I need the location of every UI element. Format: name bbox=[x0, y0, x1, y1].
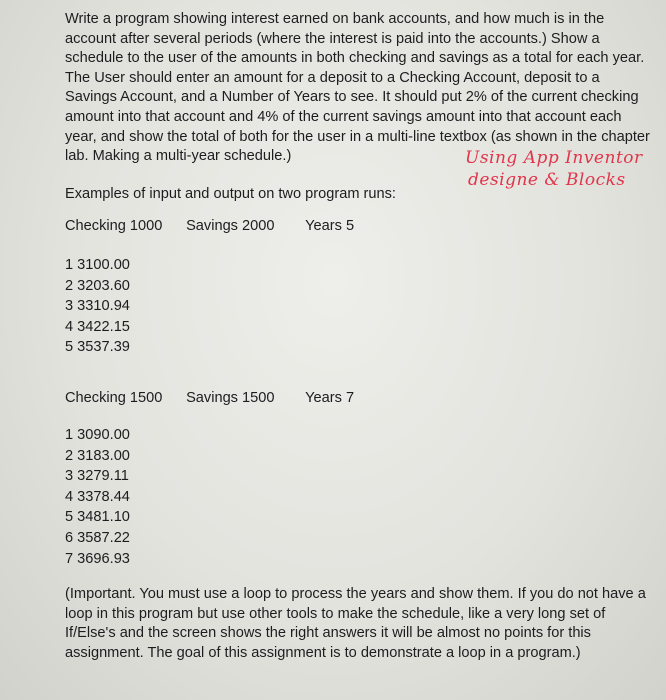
run-2-checking: Checking 1500 bbox=[65, 390, 163, 406]
schedule-row: 7 3696.93 bbox=[65, 550, 130, 567]
run-1-checking: Checking 1000 bbox=[65, 218, 163, 234]
run-2-savings: Savings 1500 bbox=[186, 390, 275, 406]
important-note: (Important. You must use a loop to process the years and show them. If you do not have a loop in this program but use other tools to make the schedule, like a very long set of If/Else's and the screen shows the right answers it will be almost no points for this assignment. The goal of this assignment is to demonstrate a loop in a program.) bbox=[65, 586, 646, 661]
run-2-inputs bbox=[65, 390, 354, 406]
handwritten-note-line-1: Using App Inventor bbox=[465, 148, 643, 168]
run-2-schedule bbox=[65, 425, 130, 569]
schedule-row: 1 3090.00 bbox=[65, 427, 130, 443]
schedule-row: 6 3587.22 bbox=[65, 529, 130, 546]
schedule-row: 5 3537.39 bbox=[65, 339, 130, 356]
handwritten-note-line-2: designe & Blocks bbox=[468, 170, 626, 190]
schedule-row: 2 3203.60 bbox=[65, 277, 130, 294]
schedule-row: 4 3378.44 bbox=[65, 488, 130, 505]
assignment-intro: Write a program showing interest earned on bank accounts, and how much is in the account after several periods (where the interest is paid into the accounts.) Show a schedule to the user of the amounts in both checking and savings as a total for each year. The User should enter an amount for a deposit to a Checking Account, deposit to a Savings Account, and a Number of Years to see. It should put 2% of the current checking amount into that account and 4% of the current savings amount into that account each year, and show the total of both for the user in a multi-line textbox (as shown in the chapter lab. Making a multi-year schedule.) bbox=[65, 11, 650, 165]
run-2-years: Years 7 bbox=[305, 390, 355, 406]
examples-label: Examples of input and output on two program runs: bbox=[65, 186, 396, 202]
schedule-row: 5 3481.10 bbox=[65, 509, 130, 526]
run-1-savings: Savings 2000 bbox=[186, 218, 275, 234]
schedule-row: 2 3183.00 bbox=[65, 447, 130, 464]
run-1-inputs bbox=[65, 218, 354, 234]
schedule-row: 3 3310.94 bbox=[65, 298, 130, 315]
schedule-row: 1 3100.00 bbox=[65, 257, 130, 273]
schedule-row: 3 3279.11 bbox=[65, 468, 129, 485]
run-1-schedule bbox=[65, 255, 130, 358]
run-1-years: Years 5 bbox=[305, 218, 355, 234]
schedule-row: 4 3422.15 bbox=[65, 318, 130, 335]
